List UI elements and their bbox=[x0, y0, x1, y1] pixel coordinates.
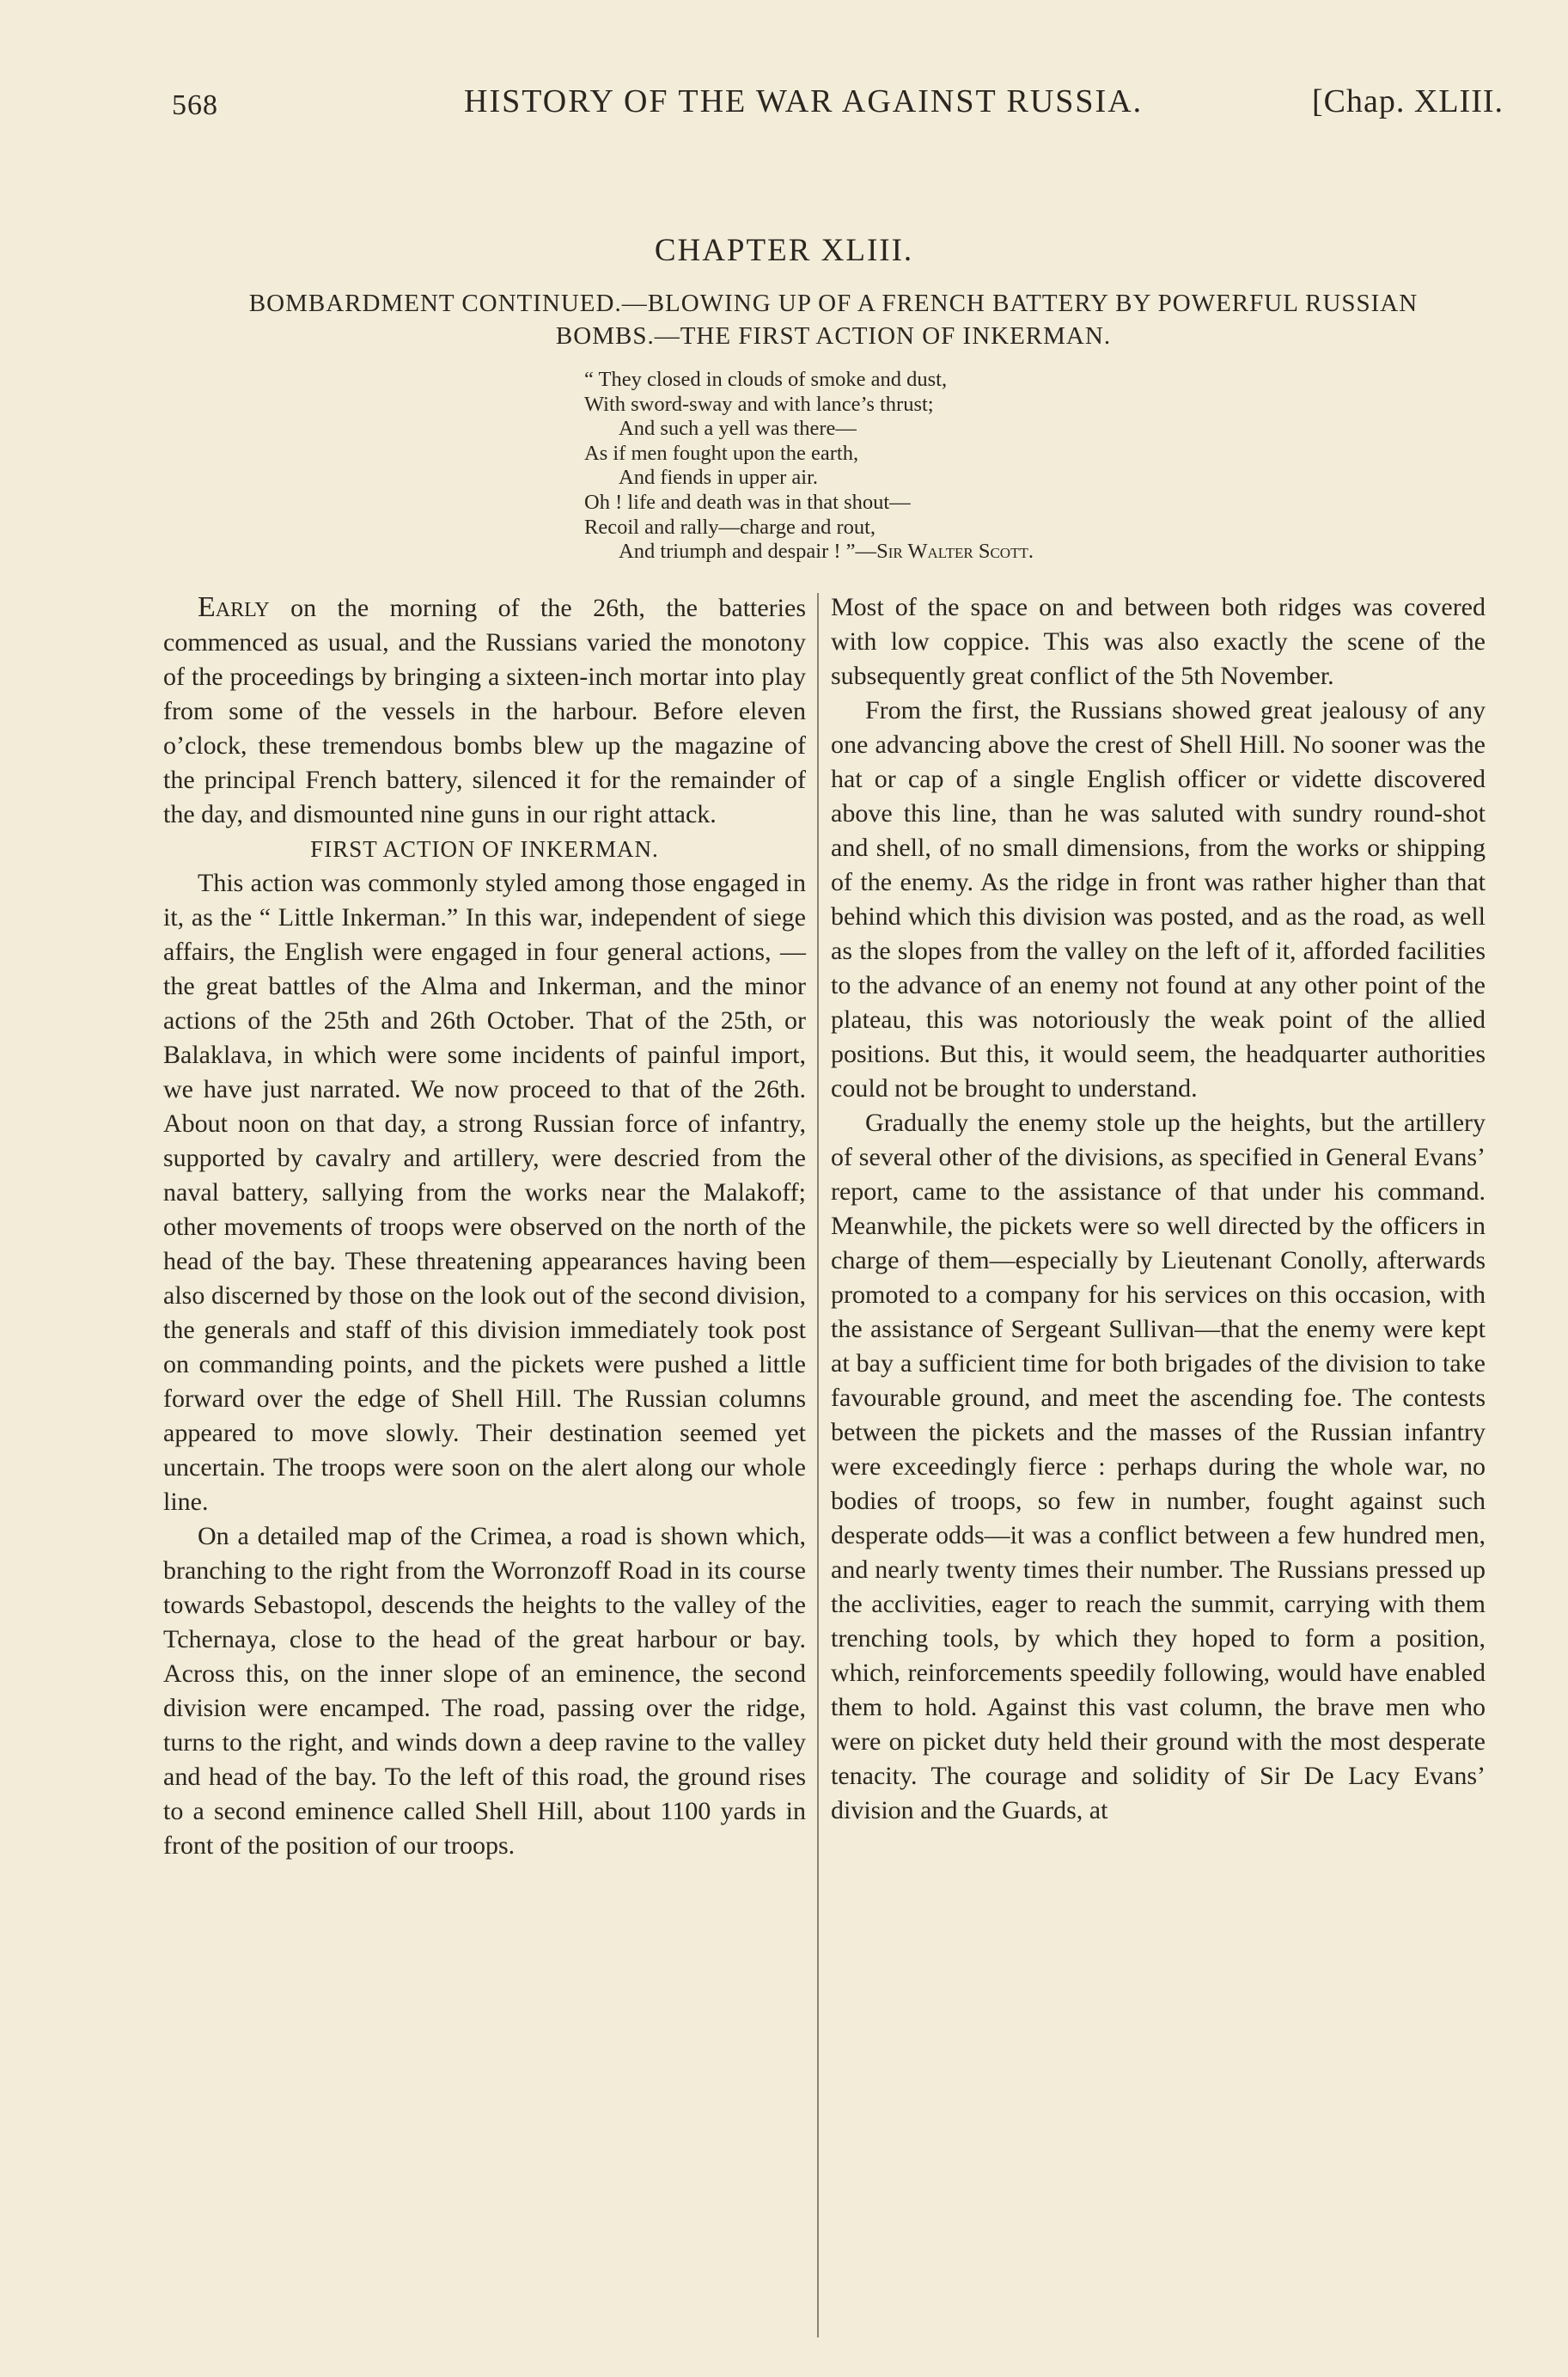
paragraph: Gradually the enemy stole up the heights, but the artillery of several other of the divisions, as specified in General Evans’ report, came to the assistance of that under his command. Meanwhile, the pickets were so well directed by the officers in charge of them—especially by Lieutenant Conolly, afterwards promoted to a company for his services on this occasion, with the assistance of Sergeant Sullivan—that the enemy were kept at bay a sufficient time for both brigades of the division to take favourable ground, and meet the ascending foe. The contests between the pickets and the masses of the Russian infantry were exceedingly fierce : perhaps during the whole war, no bodies of troops, so few in number, fought against such desperate odds—it was a conflict between a few hundred men, and nearly twenty times their number. The Russians pressed up the acclivities, eager to reach the summit, carrying with them trenching tools, by which they hoped to form a position, which, reinforcements speedily following, would have enabled them to hold. Against this vast column, the brave men who were on picket duty held their ground with the most desperate tenacity. The courage and solidity of Sir De Lacy Evans’ division and the Guards, at bbox=[831, 1109, 1486, 1824]
paragraph: From the first, the Russians showed great jealousy of any one advancing above the crest of Shell Hill. No sooner was the hat or cap of a single English officer or vidette discovered above this line, than he was saluted with sundry round-shot and shell, of no small dimensions, from the works or shipping of the enemy. As the ridge in front was rather higher than that behind which this division was posted, and as the road, as well as the slopes from the valley on the left of it, afforded facilities to the advance of an enemy not found at any other point of the plateau, this was notoriously the weak point of the allied positions. But this, it would seem, the headquarter authorities could not be brought to understand. bbox=[831, 696, 1486, 1103]
epigraph-attribution: Sir Walter Scott. bbox=[876, 540, 1034, 564]
paragraph bbox=[163, 590, 806, 832]
running-title: HISTORY OF THE WAR AGAINST RUSSIA. bbox=[464, 83, 1144, 119]
right-column bbox=[831, 590, 1486, 1828]
epigraph-line: Oh ! life and death was in that shout— bbox=[584, 490, 911, 514]
epigraph-line: And such a yell was there— bbox=[619, 417, 857, 441]
chapter-reference: [Chap. XLIII. bbox=[1312, 83, 1504, 119]
epigraph-line: “ They closed in clouds of smoke and dust, bbox=[584, 368, 948, 391]
epigraph-line: As if men fought upon the earth, bbox=[584, 441, 859, 465]
paragraph-text: on the morning of the 26th, the batteries commenced as usual, and the Russians varied the monotony of the proceedings by bringing a sixteen-inch mortar into play from some of the vessels in the harbour. Before eleven o’clock, these tremendous bombs blew up the magazine of the principal French battery, silenced it for the remainder of the day, and dismounted nine guns in our right attack. bbox=[163, 594, 806, 828]
chapter-title: CHAPTER XLIII. bbox=[654, 233, 914, 268]
epigraph-last-line bbox=[584, 540, 1237, 565]
epigraph bbox=[584, 368, 1237, 565]
chapter-subtitle-line: BOMBARDMENT CONTINUED.—BLOWING UP OF A FRENCH BATTERY BY POWERFUL RUSSIAN bbox=[248, 290, 1419, 317]
chapter-subtitle-line: BOMBS.—THE FIRST ACTION OF INKERMAN. bbox=[555, 322, 1112, 350]
paragraph: Most of the space on and between both ridges was covered with low coppice. This was also exactly the scene of the subsequently great conflict of the 5th November. bbox=[831, 593, 1486, 690]
column-divider bbox=[817, 593, 819, 2337]
section-heading: FIRST ACTION OF INKERMAN. bbox=[310, 836, 659, 862]
epigraph-line: With sword-sway and with lance’s thrust; bbox=[584, 392, 934, 416]
epigraph-line: Recoil and rally—charge and rout, bbox=[584, 515, 876, 539]
chapter-subtitle bbox=[163, 287, 1504, 352]
epigraph-line: And triumph and despair ! ”— bbox=[619, 540, 877, 564]
paragraph: On a detailed map of the Crimea, a road is shown which, branching to the right from the Worronzoff Road in its course towards Sebastopol, descends the heights to the valley of the Tchernaya, close to the head of the great harbour or bay. Across this, on the inner slope of an eminence, the second division were encamped. The road, passing over the ridge, turns to the right, and winds down a deep ravine to the valley and head of the bay. To the left of this road, the ground rises to a second eminence called Shell Hill, about 1100 yards in front of the position of our troops. bbox=[163, 1522, 806, 1860]
paragraph: This action was commonly styled among those engaged in it, as the “ Little Inkerman.” In this war, independent of siege affairs, the English were engaged in four general actions, —the great battles of the Alma and Inkerman, and the minor actions of the 25th and 26th October. That of the 25th, or Balaklava, in which were some incidents of painful import, we have just narrated. We now proceed to that of the 26th. About noon on that day, a strong Russian force of infantry, supported by cavalry and artillery, were descried from the naval battery, sallying from the works near the Malakoff; other movements of troops were observed on the north of the head of the bay. These threatening appearances having been also discerned by those on the look out of the second division, the generals and staff of this division immediately took post on commanding points, and the pickets were pushed a little forward over the edge of Shell Hill. The Russian columns appeared to move slowly. Their destination seemed yet uncertain. The troops were soon on the alert along our whole line. bbox=[163, 869, 806, 1516]
running-head bbox=[163, 82, 1504, 134]
drop-word: Early bbox=[198, 591, 270, 623]
page-number: 568 bbox=[172, 89, 218, 121]
epigraph-line: And fiends in upper air. bbox=[619, 466, 819, 490]
left-column bbox=[163, 590, 806, 1863]
